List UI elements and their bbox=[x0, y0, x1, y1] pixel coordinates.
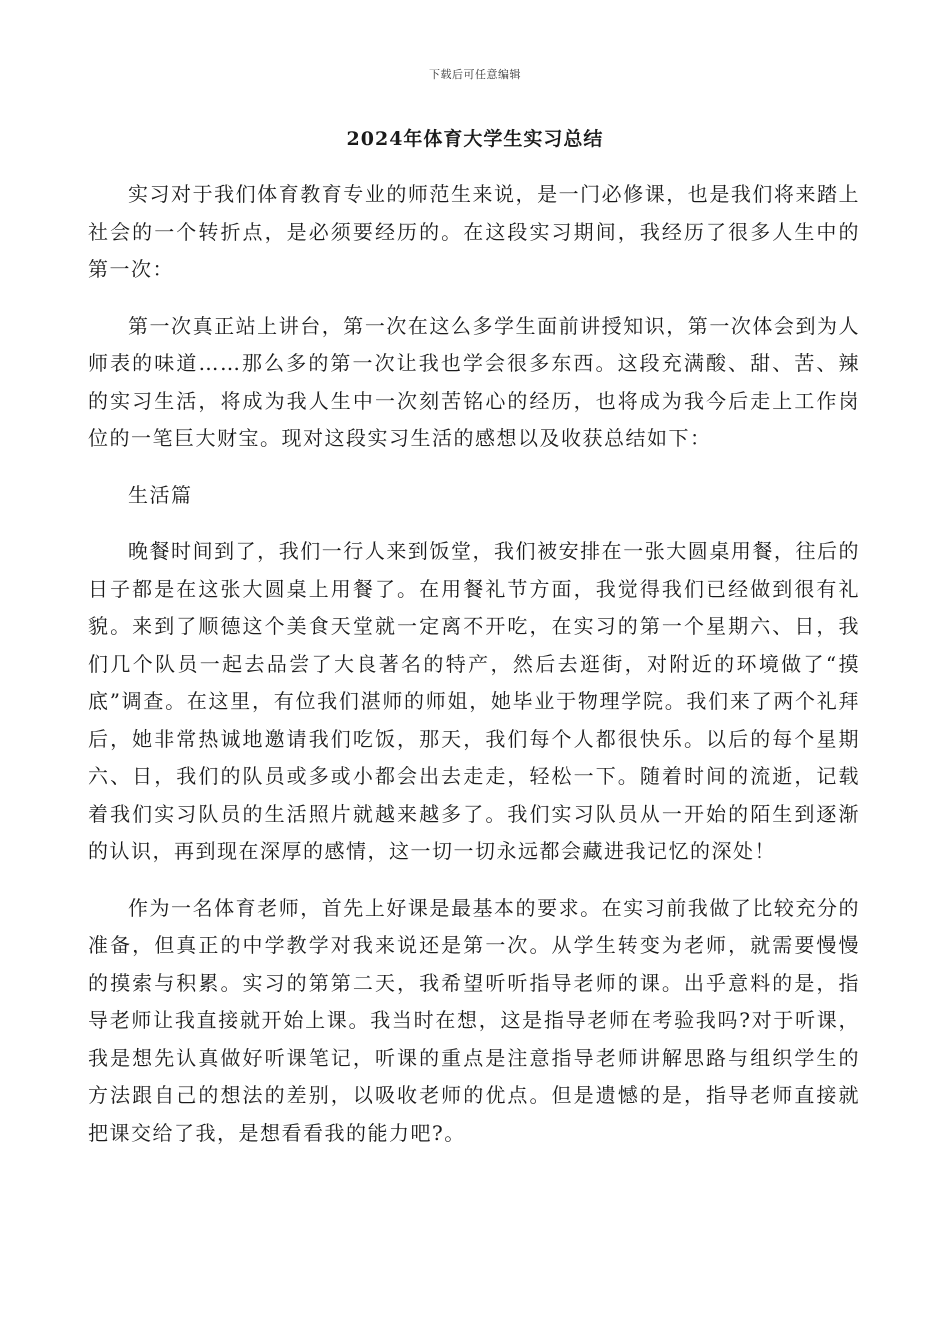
paragraph-life: 晚餐时间到了，我们一行人来到饭堂，我们被安排在一张大圆桌用餐，往后的日子都是在这张大圆桌上用餐了。在用餐礼节方面，我觉得我们已经做到很有礼貌。来到了顺德这个美食天堂就一定离不开吃，在实习的第一个星期六、日，我们几个队员一起去品尝了大良著名的特产，然后去逛街，对附近的环境做了“摸底”调查。在这里，有位我们湛师的师姐，她毕业于物理学院。我们来了两个礼拜后，她非常热诚地邀请我们吃饭，那天，我们每个人都很快乐。以后的每个星期六、日，我们的队员或多或小都会出去走走，轻松一下。随着时间的流逝，记载着我们实习队员的生活照片就越来越多了。我们实习队员从一开始的陌生到逐渐的认识，再到现在深厚的感情，这一切一切永远都会藏进我记忆的深处！ bbox=[88, 539, 860, 863]
document-title: 2024年体育大学生实习总结 bbox=[346, 128, 604, 150]
section-heading-life: 生活篇 bbox=[128, 482, 193, 507]
header-note: 下载后可任意编辑 bbox=[429, 68, 521, 81]
paragraph-teaching: 作为一名体育老师，首先上好课是最基本的要求。在实习前我做了比较充分的准备，但真正的中学教学对我来说还是第一次。从学生转变为老师，就需要慢慢的摸索与积累。实习的第第二天，我希望听听指导老师的课。出乎意料的是，指导老师让我直接就开始上课。我当时在想，这是指导老师在考验我吗?对于听课，我是想先认真做好听课笔记，听课的重点是注意指导老师讲解思路与组织学生的方法跟自己的想法的差别，以吸收老师的优点。但是遗憾的是，指导老师直接就把课交给了我，是想看看我的能力吧?。 bbox=[88, 895, 860, 1145]
paragraph-firsts: 第一次真正站上讲台，第一次在这么多学生面前讲授知识，第一次体会到为人师表的味道……那么多的第一次让我也学会很多东西。这段充满酸、甜、苦、辣的实习生活，将成为我人生中一次刻苦铭心的经历，也将成为我今后走上工作岗位的一笔巨大财宝。现对这段实习生活的感想以及收获总结如下： bbox=[88, 313, 860, 450]
paragraph-intro: 实习对于我们体育教育专业的师范生来说，是一门必修课，也是我们将来踏上社会的一个转折点，是必须要经历的。在这段实习期间，我经历了很多人生中的第一次： bbox=[88, 182, 860, 281]
document-body bbox=[88, 176, 860, 1171]
